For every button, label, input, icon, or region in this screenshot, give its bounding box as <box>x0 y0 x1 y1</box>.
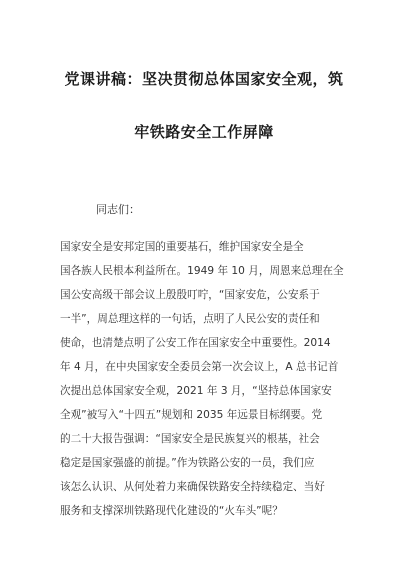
body-line: 全观”被写入“十四五”规划和 2035 年远景目标纲要。党 <box>60 409 323 421</box>
body-line: 使命，也清楚点明了公安工作在国家安全中重要性。2014 <box>60 337 331 349</box>
document-title-line-1: 党课讲稿：坚决贯彻总体国家安全观，筑 <box>64 70 344 88</box>
body-line: 国各族人民根本利益所在。1949 年 10 月，周恩来总理在全 <box>60 265 344 277</box>
salutation: 同志们： <box>96 203 140 216</box>
body-line: 国家安全是安邦定国的重要基石，维护国家安全是全 <box>60 241 304 253</box>
body-line: 年 4 月，在中央国家安全委员会第一次会议上，A 总书记首 <box>60 361 339 373</box>
document-title-line-2: 牢铁路安全工作屏障 <box>134 123 274 141</box>
body-line: 该怎么认识、从何处着力来确保铁路安全持续稳定、当好 <box>60 481 325 493</box>
body-line: 服务和支撑深圳铁路现代化建设的“火车头”呢？ <box>60 505 283 517</box>
body-line: 的二十大报告强调：“国家安全是民族复兴的根基，社会 <box>60 433 320 445</box>
body-line: 一半”，周总理这样的一句话，点明了人民公安的责任和 <box>60 313 320 325</box>
body-line: 稳定是国家强盛的前提。”作为铁路公安的一员，我们应 <box>60 457 315 469</box>
body-line: 次提出总体国家安全观，2021 年 3 月，“坚持总体国家安 <box>60 385 332 397</box>
body-line: 国公安高级干部会议上殷殷叮咛，“国家安危，公安系于 <box>60 289 320 301</box>
